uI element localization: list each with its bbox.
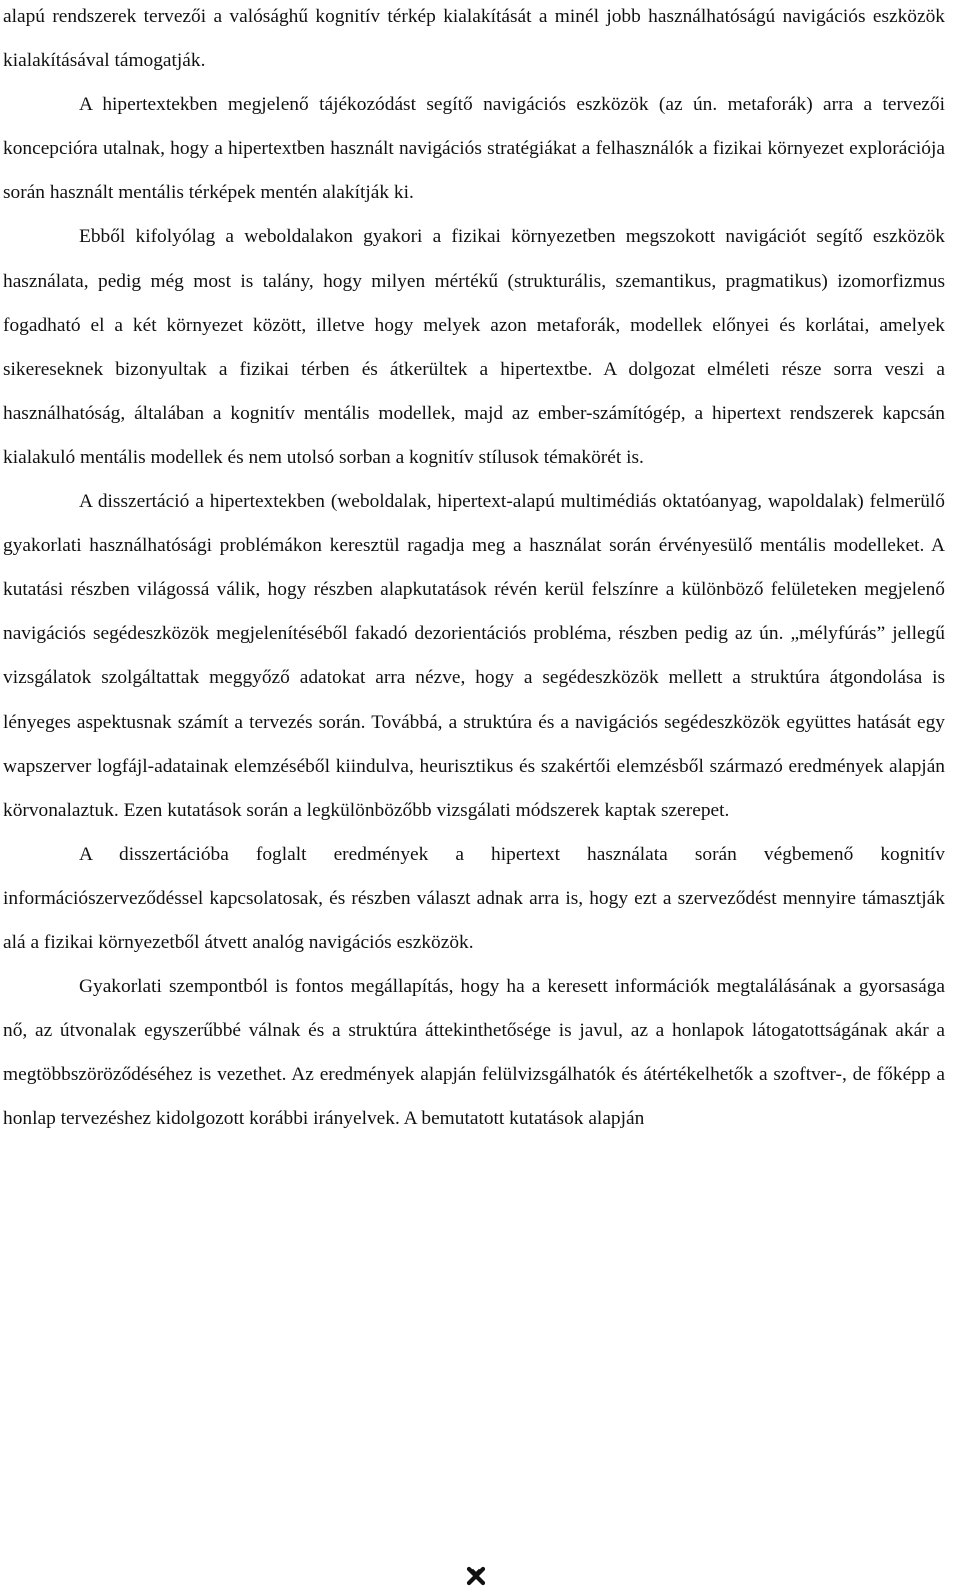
paragraph-metaphors: A hipertextekben megjelenő tájékozódást segítő navigációs eszközök (az ún. metaforák) arra a tervezői koncepcióra utalnak, hogy a hipertextben használt navigációs stratégiákat a felhasználók a fizikai környezet explorációja során használt mentális térképek mentén alakítják ki. [3, 94, 945, 204]
paragraph-consequence: Ebből kifolyólag a weboldalakon gyakori a fizikai környezetben megszokott navigációt segítő eszközök használata, pedig még most is talány, hogy milyen mértékű (strukturális, szemantikus, pragmatikus) izomorfizmus fogadható el a két környezet között, illetve hogy melyek azon metaforák, modellek előnyei és korlátai, amelyek sikereseknek bizonyultak a fizikai térben és átkerültek a hipertextbe. A dolgozat elméleti része sorra veszi a használhatóság, általában a kognitív mentális modellek, majd az ember-számítógép, a hipertext rendszerek kapcsán kialakuló mentális modellek és nem utolsó sorban a kognitív stílusok témakörét is. [3, 226, 945, 468]
paragraph-dissertation: A disszertáció a hipertextekben (weboldalak, hipertext-alapú multimédiás oktatóanyag, wapoldalak) felmerülő gyakorlati használhatósági problémákon keresztül ragadja meg a használat során érvényesülő mentális modelleket. A kutatási részben világossá válik, hogy részben alapkutatások révén kerül felszínre a különböző felületeken megjelenő navigációs segédeszközök megjelenítéséből fakadó dezorientációs probléma, részben pedig az ún. „mélyfúrás” jellegű vizsgálatok szolgáltattak meggyőző adatokat arra nézve, hogy a segédeszközök mellett a struktúra átgondolása is lényeges aspektusnak számít a tervezés során. Továbbá, a struktúra és a navigációs segédeszközök együttes hatását egy wapszerver logfájl-adatainak elemzéséből kiindulva, heurisztikus és szakértői elemzésből származó eredmények alapján körvonalaztuk. Ezen kutatások során a legkülönbözőbb vizsgálati módszerek kaptak szerepet. [3, 491, 945, 821]
x-mark-icon [466, 1566, 486, 1586]
paragraph-results: A disszertációba foglalt eredmények a hipertext használata során végbemenő kognitív információszerveződéssel kapcsolatosak, és részben választ adnak arra is, hogy ezt a szerveződést mennyire támasztják alá a fizikai környezetből átvett analóg navigációs eszközök. [3, 843, 945, 953]
paragraph-continuation: alapú rendszerek tervezői a valósághű kognitív térkép kialakítását a minél jobb használhatóságú navigációs eszközök kialakításával támogatják. [3, 6, 945, 72]
body-text [3, 0, 945, 1141]
paragraph-practical: Gyakorlati szempontból is fontos megállapítás, hogy ha a keresett információk megtalálásának a gyorsasága nő, az útvonalak egyszerűbbé válnak és a struktúra áttekinthetősége is javul, az a honlapok látogatottságának akár a megtöbbszöröződéséhez is vezethet. Az eredmények alapján felülvizsgálhatók és átértékelhetők a szoftver-, de főképp a honlap tervezéshez kidolgozott korábbi irányelvek. A bemutatott kutatások alapján [3, 976, 945, 1130]
